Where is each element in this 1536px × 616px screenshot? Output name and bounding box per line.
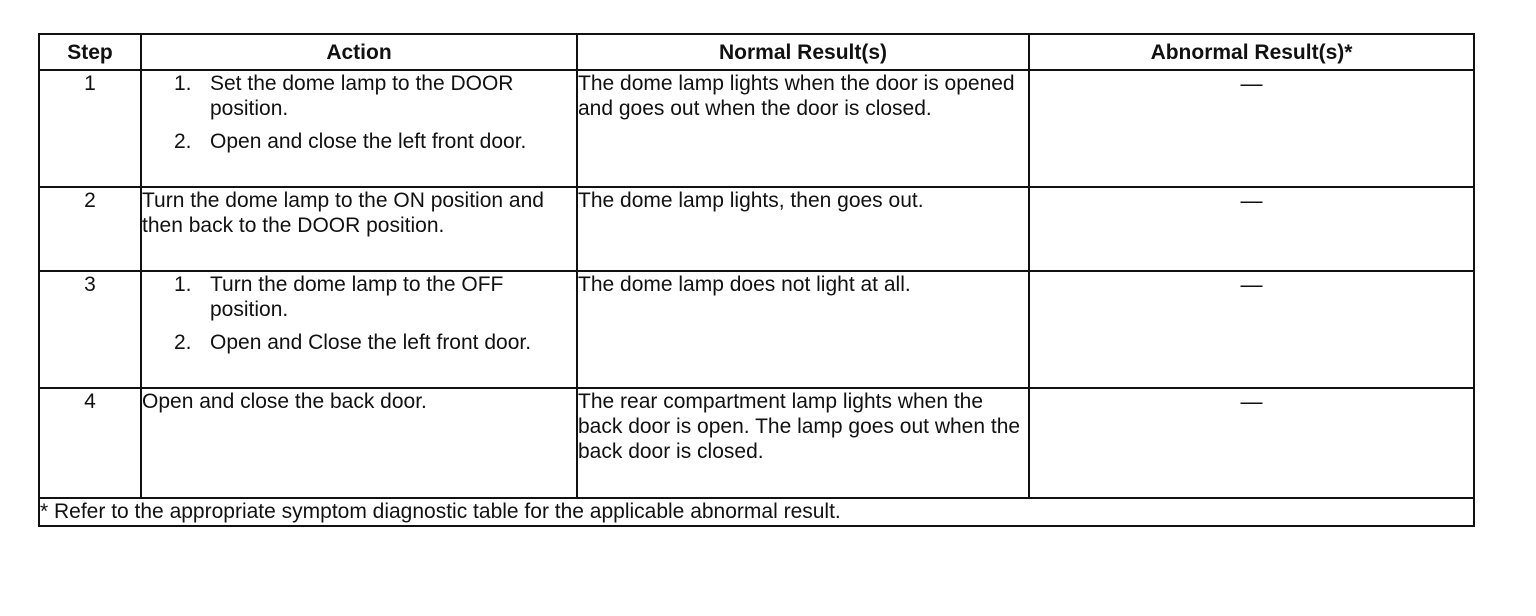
action-list <box>142 272 576 355</box>
item-number: 2. <box>174 130 192 153</box>
item-text: Open and Close the left front door. <box>210 331 532 354</box>
action-list-item <box>174 330 576 355</box>
abnormal-result-dash: — <box>1240 272 1263 297</box>
header-row <box>39 34 1474 70</box>
action-cell <box>141 271 577 388</box>
action-list-item <box>174 71 576 121</box>
abnormal-result-cell <box>1029 70 1474 187</box>
table-row <box>39 388 1474 498</box>
abnormal-result-dash: — <box>1240 71 1263 96</box>
diagnostic-table <box>38 33 1475 527</box>
table-row <box>39 187 1474 271</box>
item-text: Open and close the left front door. <box>210 130 527 153</box>
abnormal-result-cell <box>1029 187 1474 271</box>
header-action: Action <box>141 34 577 70</box>
step-number: 1 <box>39 70 141 187</box>
table-row <box>39 271 1474 388</box>
abnormal-result-cell <box>1029 271 1474 388</box>
header-normal-results: Normal Result(s) <box>577 34 1029 70</box>
item-text: Turn the dome lamp to the OFF position. <box>210 273 504 321</box>
abnormal-result-dash: — <box>1240 188 1263 213</box>
abnormal-result-cell <box>1029 388 1474 498</box>
item-number: 1. <box>174 273 192 296</box>
item-number: 2. <box>174 331 192 354</box>
step-number: 3 <box>39 271 141 388</box>
normal-result-cell: The dome lamp lights when the door is opened and goes out when the door is closed. <box>577 70 1029 187</box>
action-cell: Open and close the back door. <box>141 388 577 498</box>
normal-result-cell: The dome lamp does not light at all. <box>577 271 1029 388</box>
footnote: * Refer to the appropriate symptom diagnostic table for the applicable abnormal result. <box>39 498 1474 526</box>
action-list-item <box>174 272 576 322</box>
step-number: 4 <box>39 388 141 498</box>
action-list <box>142 71 576 154</box>
abnormal-result-dash: — <box>1240 389 1263 414</box>
footnote-row <box>39 498 1474 526</box>
header-step: Step <box>39 34 141 70</box>
normal-result-cell: The dome lamp lights, then goes out. <box>577 187 1029 271</box>
table-row <box>39 70 1474 187</box>
normal-result-cell: The rear compartment lamp lights when the back door is open. The lamp goes out when the back door is closed. <box>577 388 1029 498</box>
action-cell <box>141 70 577 187</box>
action-list-item <box>174 129 576 154</box>
header-abnormal-results: Abnormal Result(s)* <box>1029 34 1474 70</box>
item-text: Set the dome lamp to the DOOR position. <box>210 72 514 120</box>
item-number: 1. <box>174 72 192 95</box>
action-cell: Turn the dome lamp to the ON position and then back to the DOOR position. <box>141 187 577 271</box>
step-number: 2 <box>39 187 141 271</box>
